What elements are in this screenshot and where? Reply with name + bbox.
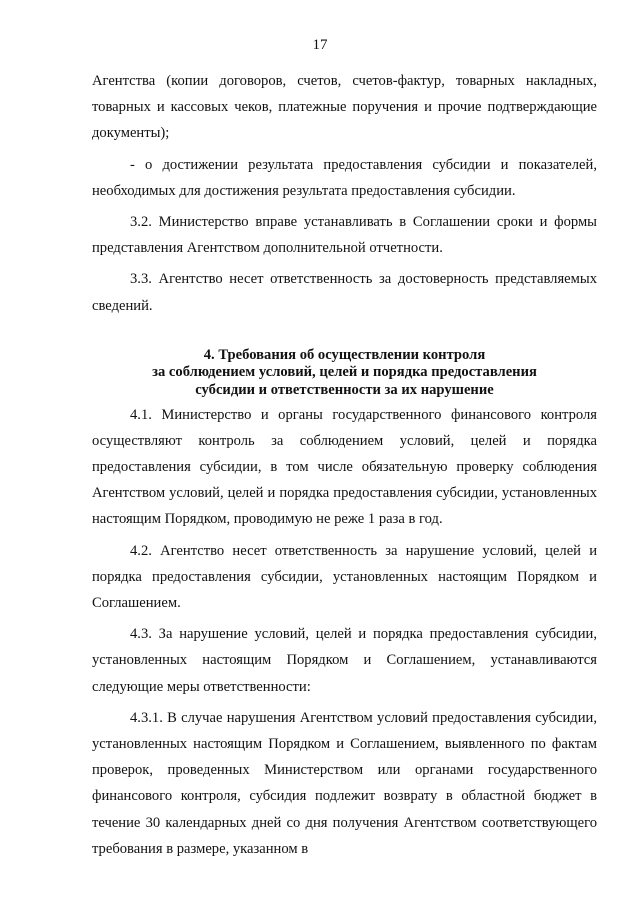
section-heading-line-3: субсидии и ответственности за их нарушение (195, 382, 494, 399)
paragraph-4-3: 4.3. За нарушение условий, целей и порядка предоставления субсидии, установленных настоящим Порядком и Соглашением, устанавливаются следующие меры ответственности: (92, 626, 597, 695)
section-heading-line-2: за соблюдением условий, целей и порядка предоставления (152, 364, 537, 381)
paragraph-4-3-1: 4.3.1. В случае нарушения Агентством условий предоставления субсидии, установленных настоящим Порядком и Соглашением, выявленного по фактам проверок, проведенных Министерством или органами государственного финансового контроля, субсидия подлежит возврату в областной бюджет в течение 30 календарных дней со дня получения Агентством соответствующего требования в размере, указанном в (92, 709, 597, 857)
section-heading (92, 347, 597, 400)
page-number: 17 (312, 37, 328, 53)
paragraph-4-2: 4.2. Агентство несет ответственность за нарушение условий, целей и порядка предоставления субсидии, установленных настоящим Порядком и Соглашением. (92, 542, 597, 612)
paragraph-result-item: - о достижении результата предоставления субсидии и показателей, необходимых для достижения результата предоставления субсидии. (92, 156, 597, 199)
section-heading-line-1: 4. Требования об осуществлении контроля (203, 346, 486, 363)
paragraph-3-2: 3.2. Министерство вправе устанавливать в Соглашении сроки и формы представления Агентством дополнительной отчетности. (92, 214, 597, 257)
document-body (92, 68, 597, 862)
paragraph-continuation: Агентства (копии договоров, счетов, счетов-фактур, товарных накладных, товарных и кассовых чеков, платежные поручения и прочие подтверждающие документы); (92, 73, 597, 142)
paragraph-3-3: 3.3. Агентство несет ответственность за достоверность представляемых сведений. (92, 271, 597, 314)
paragraph-4-1: 4.1. Министерство и органы государственного финансового контроля осуществляют контроль за соблюдением условий, целей и порядка предоставления субсидии, в том числе обязательную проверку соблюдения Агентством условий, целей и порядка предоставления субсидии, установленных настоящим Порядком, проводимую не реже 1 раза в год. (92, 406, 597, 528)
